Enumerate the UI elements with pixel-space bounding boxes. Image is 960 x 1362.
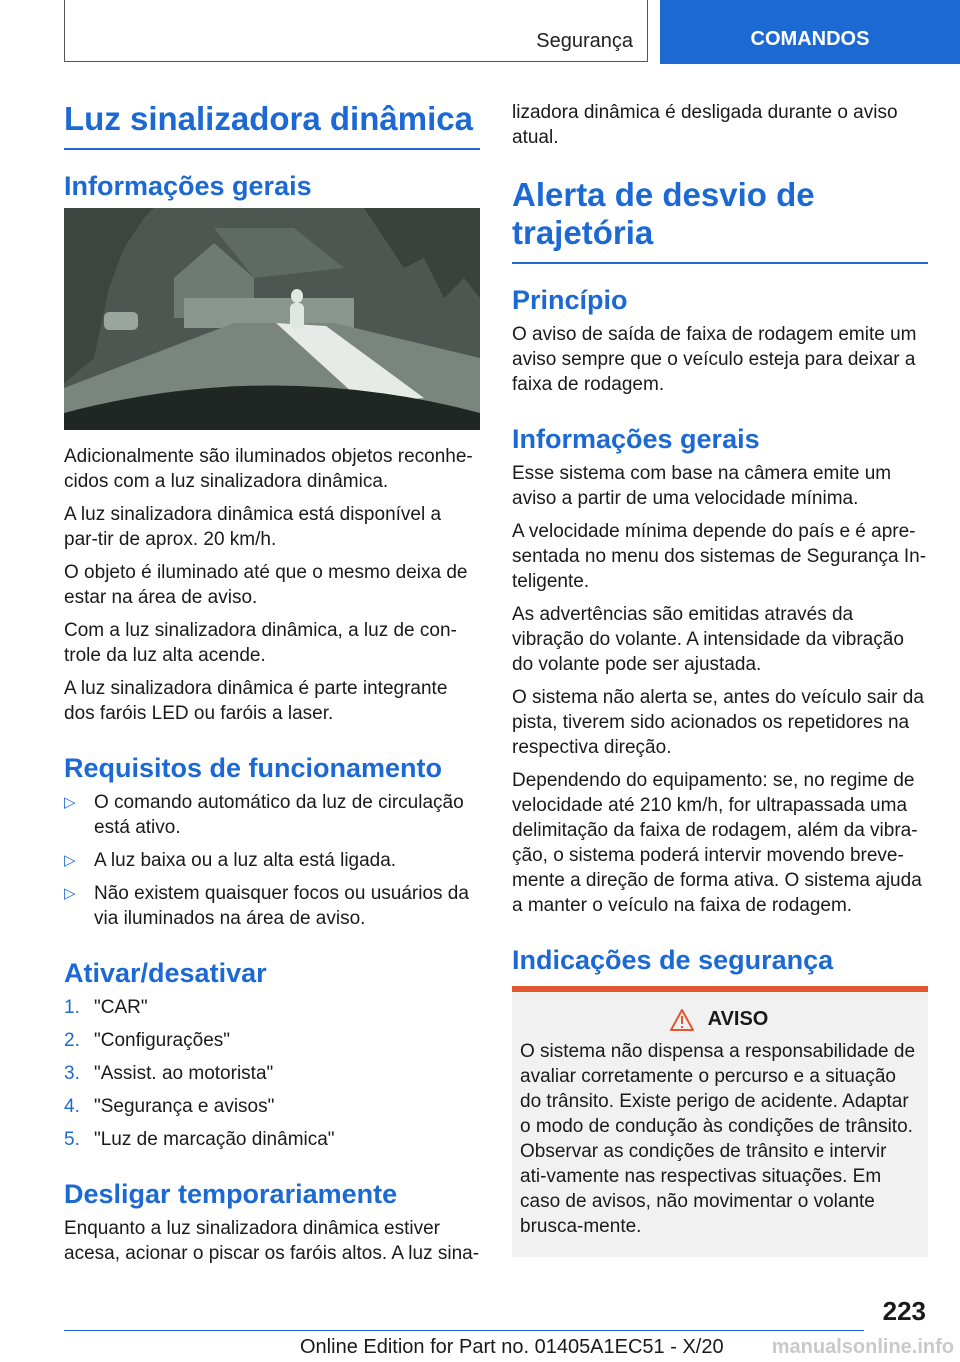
general-paragraph: Adicionalmente são iluminados objetos reconhe‐cidos com a luz sinalizadora dinâmica. — [64, 446, 473, 492]
warning-text: O sistema não dispensa a responsabilidade de avaliar corretamente o percurso e a situação do trânsito. Existe perigo de acidente. Adaptar o modo de condução às condições de trânsito. Observar as condições de trânsito e intervir ati‐vamente nas respectivas situações. Em caso de avisos, não movimentar o volante brusca‐mente. — [520, 1041, 916, 1237]
heading-temporary-off: Desligar temporariamente — [64, 1179, 398, 1209]
general-paragraph: A velocidade mínima depende do país e é apre‐sentada no menu dos sistemas de Segurança In‐teligente. — [512, 521, 927, 592]
triangle-bullet-icon: ▷ — [64, 794, 76, 811]
list-item: ▷ O comando automático da luz de circulação está ativo. — [64, 792, 464, 838]
list-item: 2. "Configurações" — [64, 1030, 231, 1051]
general-paragraph: Com a luz sinalizadora dinâmica, a luz de con‐trole da luz alta acende. — [64, 620, 457, 666]
general-paragraph: Dependendo do equipamento: se, no regime de velocidade até 210 km/h, for ultrapassada uma delimitação da faixa de rodagem, além da vibra‐ção, o sistema poderá intervir movendo breve‐mente a direção de forma ativa. O sistema ajuda a manter o veículo na faixa de rodagem. — [512, 770, 922, 916]
list-item: 1. "CAR" — [64, 997, 148, 1018]
temporary-off-paragraph: Enquanto a luz sinalizadora dinâmica estiver acesa, acionar o piscar os faróis altos. A luz sina‐ — [64, 1218, 480, 1264]
illustration-pedestrian-body — [290, 303, 304, 329]
principle-paragraph: O aviso de saída de faixa de rodagem emite um aviso sempre que o veículo esteja para deixar a faixa de rodagem. — [512, 324, 917, 395]
left-column — [64, 100, 480, 1274]
footer-edition: Online Edition for Part no. 01405A1EC51 - X/20 — [300, 1336, 724, 1358]
general-paragraph: A luz sinalizadora dinâmica é parte integrante dos faróis LED ou faróis a laser. — [64, 678, 448, 724]
section-title-lane-departure: Alerta de desvio de trajetória — [512, 176, 928, 264]
illustration-pedestrian-head — [291, 289, 303, 303]
footer-divider — [64, 1330, 864, 1331]
list-item: 5. "Luz de marcação dinâmica" — [64, 1129, 335, 1150]
section-title-dynamic-light: Luz sinalizadora dinâmica — [64, 100, 480, 150]
header-section-title: Segurança — [536, 30, 633, 52]
list-item: ▷ A luz baixa ou a luz alta está ligada. — [64, 850, 397, 871]
general-paragraph: O objeto é iluminado até que o mesmo deixa de estar na área de aviso. — [64, 562, 468, 608]
general-paragraph: O sistema não alerta se, antes do veículo sair da pista, tiverem sido acionados os repetidores na respectiva direção. — [512, 687, 924, 758]
heading-general-info: Informações gerais — [512, 424, 760, 454]
list-item: 4. "Segurança e avisos" — [64, 1096, 275, 1117]
warning-header — [520, 1008, 918, 1031]
right-column — [512, 100, 928, 1257]
heading-safety: Indicações de segurança — [512, 945, 834, 975]
heading-principle: Princípio — [512, 285, 628, 315]
general-paragraph: A luz sinalizadora dinâmica está disponível a par‐tir de aprox. 20 km/h. — [64, 504, 442, 550]
night-road-illustration — [64, 208, 480, 430]
illustration-oncoming-car — [104, 312, 138, 330]
warning-label: AVISO — [707, 1008, 769, 1030]
triangle-bullet-icon: ▷ — [64, 852, 76, 869]
heading-activate: Ativar/desativar — [64, 958, 267, 988]
header-chapter-tab[interactable]: COMANDOS — [660, 0, 960, 64]
triangle-bullet-icon: ▷ — [64, 885, 76, 902]
list-item: 3. "Assist. ao motorista" — [64, 1063, 274, 1084]
activate-steps — [64, 995, 480, 1152]
header-section-box — [64, 0, 648, 62]
continued-paragraph: lizadora dinâmica é desligada durante o aviso atual. — [512, 102, 898, 148]
heading-requirements: Requisitos de funcionamento — [64, 753, 443, 783]
page-number: 223 — [882, 1296, 926, 1326]
general-paragraph: Esse sistema com base na câmera emite um aviso a partir de uma velocidade mínima. — [512, 463, 892, 509]
general-paragraph: As advertências são emitidas através da vibração do volante. A intensidade da vibração do volante pode ser ajustada. — [512, 604, 904, 675]
warning-triangle-icon — [670, 1009, 694, 1031]
heading-general-info: Informações gerais — [64, 171, 312, 201]
requirements-list — [64, 790, 480, 931]
watermark: manualsonline.info — [771, 1336, 954, 1358]
list-item: ▷ Não existem quaisquer focos ou usuários da via iluminados na área de aviso. — [64, 883, 469, 929]
warning-box — [512, 986, 928, 1257]
